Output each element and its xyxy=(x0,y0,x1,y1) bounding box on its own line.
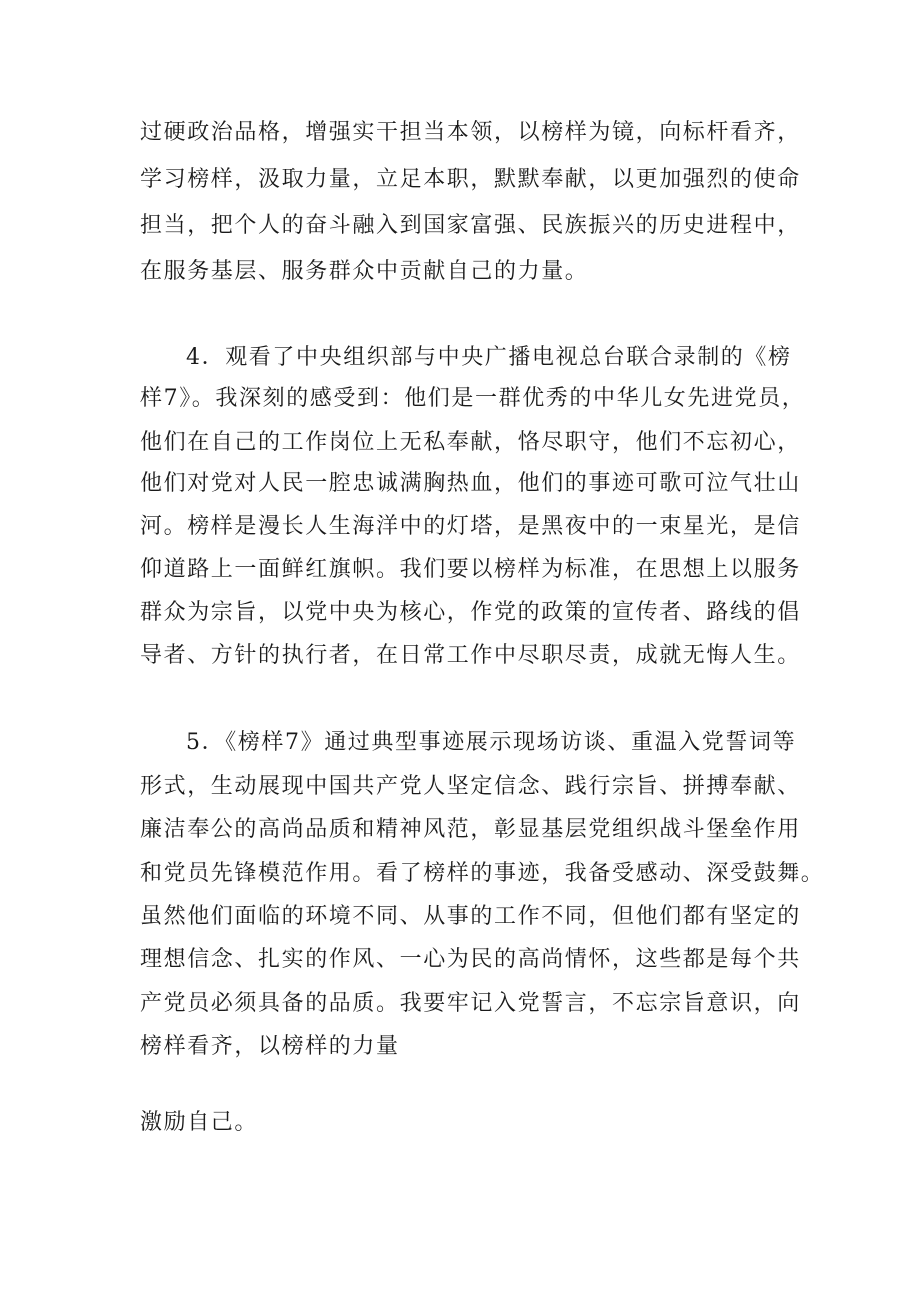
paragraph-4-line-3: 他们在自己的工作岗位上无私奉献，恪尽职守，他们不忘初心， xyxy=(140,430,801,455)
paragraph-4-line-7: 群众为宗旨，以党中央为核心，作党的政策的宣传者、路线的倡 xyxy=(140,600,801,625)
paragraph-3-line-2: 学习榜样，汲取力量，立足本职，默默奉献，以更加强烈的使命 xyxy=(140,167,801,192)
paragraph-5-line-2: 形式，生动展现中国共产党人坚定信念、践行宗旨、拼搏奉献、 xyxy=(140,774,801,799)
paragraph-4-line-5: 河。榜样是漫长人生海洋中的灯塔，是黑夜中的一束星光，是信 xyxy=(140,514,801,539)
paragraph-3-line-4: 在服务基层、服务群众中贡献自己的力量。 xyxy=(140,259,589,284)
paragraph-5-line-5: 虽然他们面临的环境不同、从事的工作不同，但他们都有坚定的 xyxy=(140,904,801,929)
trailing-line: 激励自己。 xyxy=(140,1110,259,1135)
paragraph-4-line-2: 样7》。我深刻的感受到：他们是一群优秀的中华儿女先进党员， xyxy=(140,386,806,411)
paragraph-5-line-1: 5．《榜样7》通过典型事迹展示现场访谈、重温入党誓词等 xyxy=(186,730,797,755)
paragraph-4-line-4: 他们对党对人民一腔忠诚满胸热血，他们的事迹可歌可泣气壮山 xyxy=(140,471,801,496)
paragraph-5-line-8: 榜样看齐，以榜样的力量 xyxy=(140,1034,400,1059)
paragraph-5-line-6: 理想信念、扎实的作风、一心为民的高尚情怀，这些都是每个共 xyxy=(140,947,801,972)
paragraph-3-line-1: 过硬政治品格，增强实干担当本领，以榜样为镜，向标杆看齐， xyxy=(140,120,801,145)
paragraph-5-line-3: 廉洁奉公的高尚品质和精神风范，彰显基层党组织战斗堡垒作用 xyxy=(140,817,801,842)
paragraph-4-line-6: 仰道路上一面鲜红旗帜。我们要以榜样为标准，在思想上以服务 xyxy=(140,557,801,582)
paragraph-4-line-8: 导者、方针的执行者，在日常工作中尽职尽责，成就无悔人生。 xyxy=(140,643,801,668)
paragraph-5-line-7: 产党员必须具备的品质。我要牢记入党誓言，不忘宗旨意识，向 xyxy=(140,991,801,1016)
paragraph-4-line-1: 4．观看了中央组织部与中央广播电视总台联合录制的《榜 xyxy=(186,345,792,370)
paragraph-3-line-3: 担当，把个人的奋斗融入到国家富强、民族振兴的历史进程中， xyxy=(140,213,801,238)
paragraph-5-line-4: 和党员先锋模范作用。看了榜样的事迹，我备受感动、深受鼓舞。 xyxy=(140,861,825,886)
